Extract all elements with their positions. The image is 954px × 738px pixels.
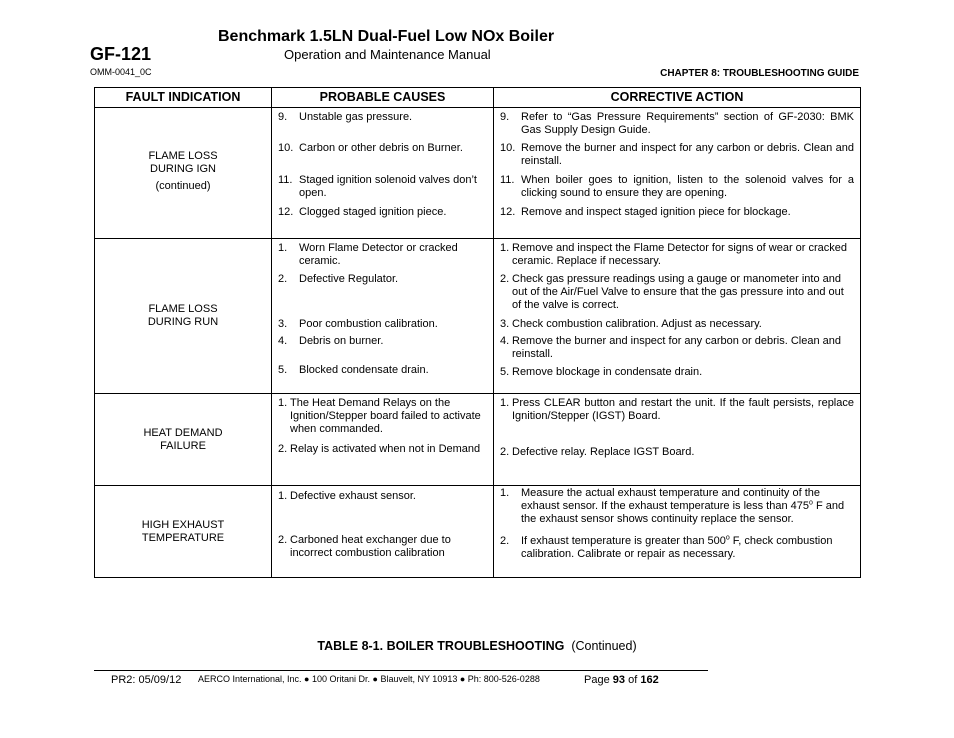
action-item: 2. Check gas pressure readings using a gauge or manometer into and out of the Air/Fuel Valve to ensure that the gas pressure into and out of the valve is correct. xyxy=(500,273,844,311)
action-item: 12. Remove and inspect staged ignition piece for blockage. xyxy=(500,206,791,218)
table-caption xyxy=(0,639,954,653)
action-item: 10. Remove the burner and inspect for any carbon or debris. Clean and reinstall. xyxy=(500,142,854,167)
troubleshooting-table xyxy=(94,87,861,578)
action-item: 1. Press CLEAR button and restart the unit. If the fault persists, replace Ignition/Stepper (IGST) Board. xyxy=(500,397,854,422)
footer-page-number: Page 93 of 162 xyxy=(584,674,659,686)
caption-label: TABLE 8-1. BOILER TROUBLESHOOTING xyxy=(317,639,565,653)
fault-line: FLAME LOSS xyxy=(148,149,218,162)
fault-cell xyxy=(95,486,272,578)
action-item: 3. Check combustion calibration. Adjust as necessary. xyxy=(500,318,762,330)
causes-cell xyxy=(272,486,494,578)
cause-item: 1. Worn Flame Detector or cracked ceramic. xyxy=(278,242,458,267)
footer-company: AERCO International, Inc. ● 100 Oritani Dr. ● Blauvelt, NY 10913 ● Ph: 800-526-0288 xyxy=(198,674,540,684)
document-code: GF-121 xyxy=(90,44,152,64)
cause-item: 11. Staged ignition solenoid valves don’t open. xyxy=(278,174,477,199)
cause-item: 2. Defective Regulator. xyxy=(278,273,399,285)
causes-cell xyxy=(272,394,494,486)
table-row xyxy=(95,394,861,486)
cause-item: 3. Poor combustion calibration. xyxy=(278,318,438,330)
fault-cell xyxy=(95,239,272,394)
action-item: 2. If exhaust temperature is greater than 500$^o$ F, check combustion calibration. Calibrate or repair as necessary. xyxy=(500,534,833,560)
fault-cell xyxy=(95,394,272,486)
column-header-action: CORRECTIVE ACTION xyxy=(494,88,861,108)
chapter-heading: CHAPTER 8: TROUBLESHOOTING GUIDE xyxy=(660,68,859,79)
action-item: 9. Refer to “Gas Pressure Requirements” section of GF-2030: BMK Gas Supply Design Guide. xyxy=(500,111,854,136)
table-row xyxy=(95,486,861,578)
action-item: 1. Remove and inspect the Flame Detector for signs of wear or cracked ceramic. Replace if necessary. xyxy=(500,242,848,267)
cause-item: 2. Carboned heat exchanger due to incorrect combustion calibration xyxy=(278,534,451,559)
table-row xyxy=(95,239,861,394)
cause-item: 5. Blocked condensate drain. xyxy=(278,364,429,376)
document-number: OMM-0041_0C xyxy=(90,67,152,77)
fault-line: DURING RUN xyxy=(147,316,219,328)
cause-item: 12. Clogged staged ignition piece. xyxy=(278,206,447,218)
cause-item: 1. The Heat Demand Relays on the Ignition/Stepper board failed to activate when commanded. xyxy=(278,397,481,435)
fault-line: FAILURE xyxy=(160,439,206,452)
caption-suffix: (Continued) xyxy=(571,639,637,653)
column-header-causes: PROBABLE CAUSES xyxy=(272,88,494,108)
footer-revision: PR2: 05/09/12 xyxy=(111,674,182,686)
action-cell xyxy=(494,486,861,578)
document-title: Benchmark 1.5LN Dual-Fuel Low NOx Boiler xyxy=(218,28,555,45)
action-cell xyxy=(494,239,861,394)
fault-line: HEAT DEMAND xyxy=(143,426,223,439)
column-header-fault: FAULT INDICATION xyxy=(95,88,272,108)
fault-line: TEMPERATURE xyxy=(141,531,225,544)
action-item: 5. Remove blockage in condensate drain. xyxy=(500,366,703,378)
causes-cell xyxy=(272,108,494,239)
fault-line: DURING IGN xyxy=(150,162,216,175)
table-row xyxy=(95,108,861,239)
table-header-row xyxy=(95,88,861,108)
document-subtitle: Operation and Maintenance Manual xyxy=(284,47,491,62)
action-item: 1. Measure the actual exhaust temperature and continuity of the exhaust sensor. If the exhaust temperature is less than 475$^o$ F and the exhaust sensor shows continuity replace the sensor. xyxy=(500,487,845,525)
causes-cell xyxy=(272,239,494,394)
action-item: 4. Remove the burner and inspect for any carbon or debris. Clean and reinstall. xyxy=(500,335,841,360)
fault-line: FLAME LOSS xyxy=(148,303,218,315)
action-cell xyxy=(494,394,861,486)
cause-item: 2. Relay is activated when not in Demand xyxy=(278,443,481,455)
cause-item: 1. Defective exhaust sensor. xyxy=(278,490,416,502)
fault-cell xyxy=(95,108,272,239)
action-cell xyxy=(494,108,861,239)
fault-line: HIGH EXHAUST xyxy=(141,518,225,531)
footer-divider xyxy=(94,670,708,671)
fault-line: (continued) xyxy=(155,179,211,192)
cause-item: 9. Unstable gas pressure. xyxy=(278,111,413,123)
cause-item: 4. Debris on burner. xyxy=(278,335,384,347)
action-item: 2. Defective relay. Replace IGST Board. xyxy=(500,446,695,458)
cause-item: 10. Carbon or other debris on Burner. xyxy=(278,142,463,154)
action-item: 11. When boiler goes to ignition, listen to the solenoid valves for a clicking sound to ensure they are opening. xyxy=(500,174,854,199)
